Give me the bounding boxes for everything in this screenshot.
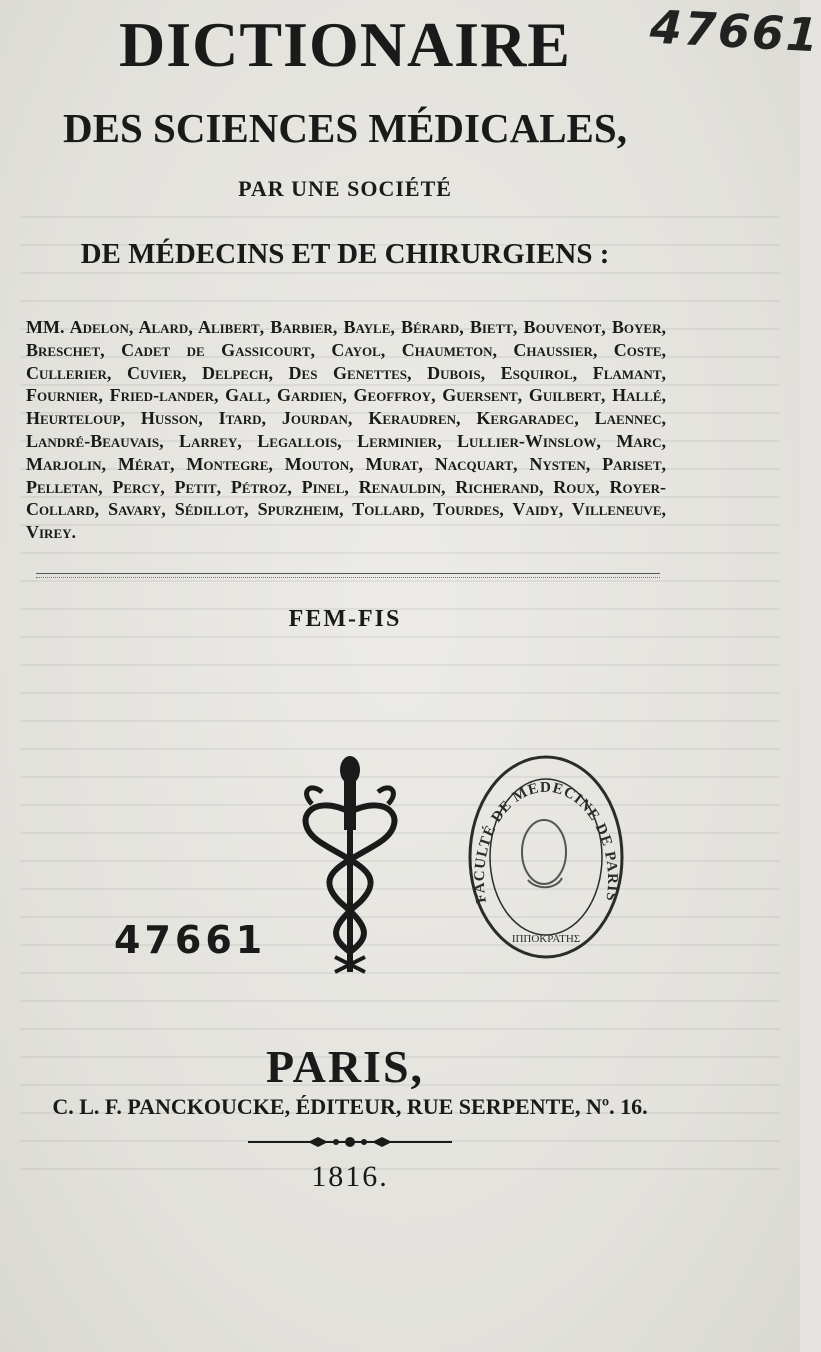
- shelfmark-handwritten: 47661: [648, 0, 821, 63]
- volume-range: FEM-FIS: [288, 606, 402, 632]
- authors-list: [26, 316, 666, 544]
- authors-names: Adelon, Alard, Alibert, Barbier, Bayle, Bérard, Biett, Bouvenot, Boyer, Breschet, Cadet de Gassicourt, Cayol, Chaumeton, Chaussier, Coste, Cullerier, Cuvier, Delpech, Des Genettes, Dubois, Esquirol, Flamant, Fournier, Fried-lander, Gall, Gardien, Geoffroy, Guersent, Guilbert, Hallé, Heurteloup, Husson, Itard, Jourdan, Keraudren, Kergaradec, Laennec, Landré-Beauvais, Larrey, Legallois, Lerminier, Lullier-Winslow, Marc, Marjolin, Mérat, Montegre, Mouton, Murat, Nacquart, Nysten, Pariset, Pelletan, Percy, Petit, Pétroz, Pinel, Renauldin, Richerand, Roux, Royer-Collard, Savary, Sédillot, Spurzheim, Tollard, Tourdes, Vaidy, Villeneuve, Virey.: [26, 317, 666, 543]
- stamp-motto: ΙΠΠΟΚΡΑΤΗΣ: [511, 933, 581, 945]
- library-stamp: [466, 752, 626, 962]
- ornament-rule-icon: [248, 1134, 452, 1150]
- caduceus-icon: [290, 752, 410, 982]
- society-line-1: PAR UNE SOCIÉTÉ: [238, 176, 452, 201]
- place-of-publication: PARIS,: [265, 1041, 425, 1092]
- authors-prefix: MM.: [26, 317, 65, 337]
- divider-rule: [36, 573, 660, 578]
- publication-year: 1816.: [311, 1160, 389, 1193]
- shelfmark-stamped: 47661: [114, 918, 267, 962]
- book-title: DICTIONAIRE: [119, 9, 571, 80]
- book-subtitle: DES SCIENCES MÉDICALES,: [63, 105, 627, 151]
- society-line-2: DE MÉDECINS ET DE CHIRURGIENS :: [80, 238, 610, 270]
- publisher-line: C. L. F. PANCKOUCKE, ÉDITEUR, RUE SERPENTE, Nº. 16.: [52, 1094, 648, 1119]
- stamp-text: FACULTÉ DE MÉDECINE DE PARIS: [471, 779, 621, 904]
